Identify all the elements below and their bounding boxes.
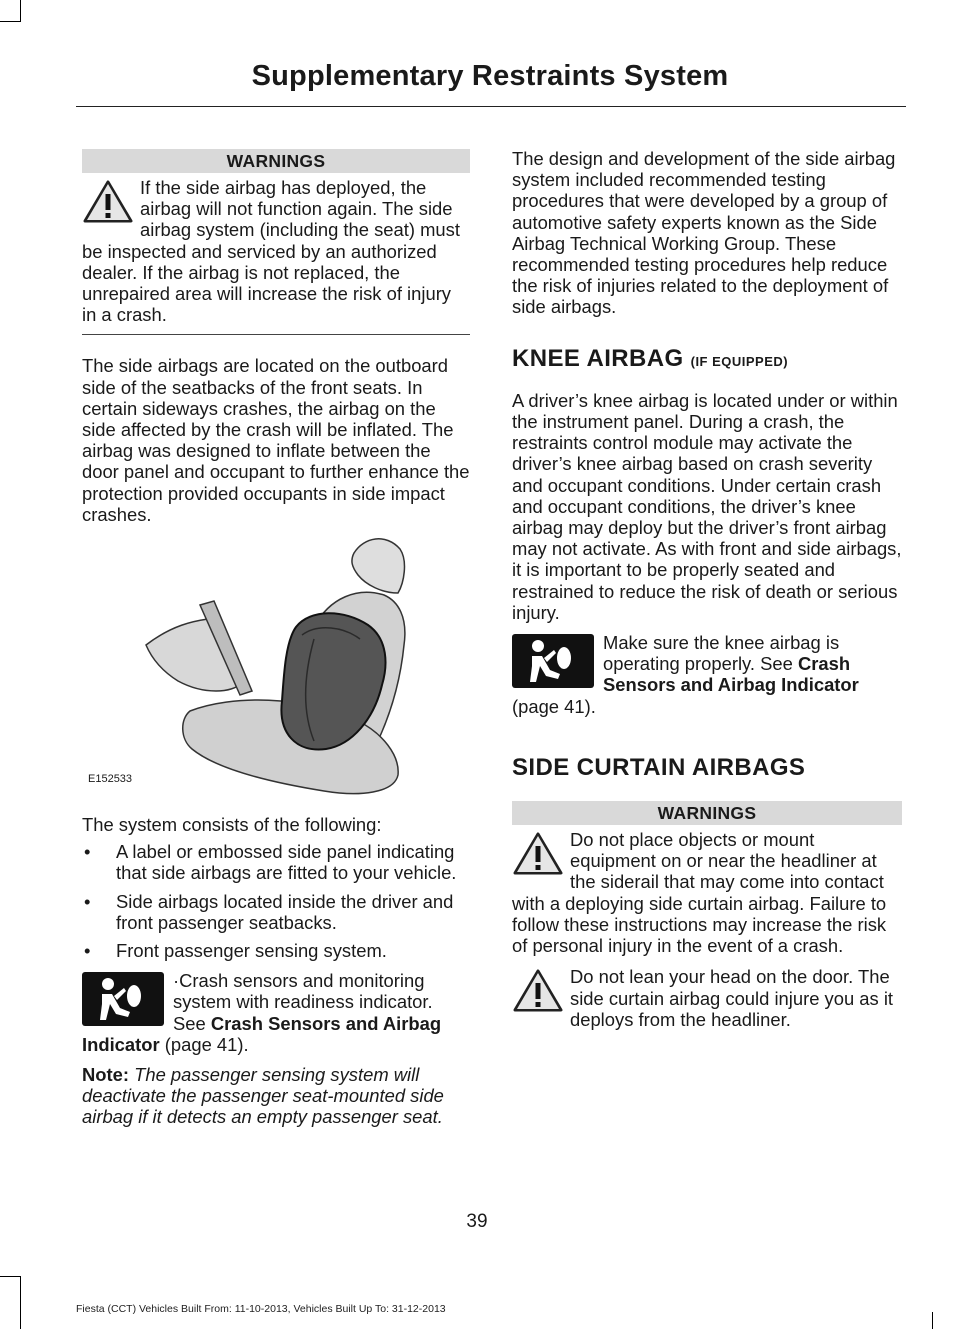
- components-list: [82, 841, 470, 961]
- warning-block: [512, 829, 902, 956]
- crop-mark: [932, 1312, 933, 1329]
- page-number: 39: [466, 1211, 488, 1232]
- warning-divider: [82, 334, 470, 335]
- crop-mark: [20, 0, 21, 22]
- list-item: • Front passenger sensing system.: [84, 940, 387, 962]
- knee-airbag-paragraph: A driver’s knee airbag is located under or within the instrument panel. During a crash, the restraints control module may activate the driver’s knee airbag based on crash severity and occupant conditions. Under certain crash and occupant conditions, the driver’s knee airbag may deploy but the driver’s front airbag may not activate. As with front and side airbags, it is important to be properly seated and restrained to reduce the risk of death or serious injury.: [512, 389, 902, 623]
- header-divider: [76, 106, 906, 107]
- footer-text: Fiesta (CCT) Vehicles Built From: 11-10-2013, Vehicles Built Up To: 31-12-2013: [76, 1303, 446, 1315]
- left-column: [82, 149, 470, 1128]
- bullet-marker: •: [84, 890, 91, 912]
- warning-triangle-icon: [512, 831, 564, 877]
- bullet-marker: •: [84, 841, 91, 863]
- note-paragraph: Note: The passenger sensing system will deactivate the passenger seat-mounted side airbag if it detects an empty passenger seat.: [82, 1064, 444, 1128]
- side-airbag-paragraph: The side airbags are located on the outboard side of the seatbacks of the front seats. In certain sideways crashes, the airbag on the side affected by the crash will be inflated. The airbag was designed to inflate between the door panel and occupant to further enhance the protection provided occupants in side impact crashes.: [82, 355, 470, 525]
- airbag-indicator-icon: [82, 972, 164, 1026]
- crash-sensor-text: ·Crash sensors and monitoring system with readiness indicator. See Crash Sensors and Airbag Indicator (page 41).: [82, 970, 442, 1055]
- airbag-indicator-icon: [512, 634, 594, 688]
- crash-sensor-link[interactable]: Crash Sensors and Airbag Indicator: [82, 1012, 442, 1055]
- warning-triangle-icon: [512, 968, 564, 1014]
- crop-mark: [0, 1276, 21, 1277]
- crop-mark: [20, 1276, 21, 1329]
- right-column: [512, 148, 902, 1030]
- list-intro: The system consists of the following:: [82, 814, 382, 836]
- page-title: Supplementary Restraints System: [251, 60, 729, 92]
- warning-text: Do not lean your head on the door. The side curtain airbag could injure you as it deploys from the headliner.: [570, 966, 894, 1030]
- knee-indicator-block: [512, 632, 902, 717]
- seat-airbag-illustration: [82, 535, 470, 807]
- knee-airbag-heading: KNEE AIRBAG (IF EQUIPPED): [512, 344, 789, 372]
- list-item: • A label or embossed side panel indicating that side airbags are fitted to your vehicle.: [84, 841, 457, 884]
- warnings-header: WARNINGS: [512, 801, 902, 825]
- warning-triangle-icon: [82, 179, 134, 225]
- warnings-header: WARNINGS: [82, 149, 470, 173]
- crop-mark: [0, 21, 21, 22]
- knee-indicator-text: Make sure the knee airbag is operating properly. See Crash Sensors and Airbag Indicator (page 41).: [512, 632, 859, 717]
- design-paragraph: The design and development of the side airbag system included recommended testing procedures that were developed by a group of automotive safety experts known as the Side Airbag Technical Working Group. These recommended testing procedures help reduce the risk of injuries related to the deployment of side airbags.: [512, 148, 896, 318]
- crash-sensor-block: [82, 970, 470, 1055]
- seat-figure: [82, 535, 470, 807]
- warning-block: [512, 966, 902, 1030]
- crash-sensor-link[interactable]: Crash Sensors and Airbag Indicator: [603, 653, 859, 696]
- warning-text: If the side airbag has deployed, the airbag will not function again. The side airbag system (including the seat) must be inspected and serviced by an authorized dealer. If the airbag is not replaced, the unrepaired area will increase the risk of injury in a crash.: [82, 177, 460, 326]
- warning-text: Do not place objects or mount equipment on or near the headliner at the siderail that may come into contact with a deploying side curtain airbag. Failure to follow these instructions may increase the risk of personal injury in the event of a crash.: [512, 829, 887, 957]
- bullet-marker: •: [84, 940, 91, 962]
- figure-code: E152533: [88, 773, 133, 786]
- side-curtain-heading: SIDE CURTAIN AIRBAGS: [512, 753, 806, 781]
- list-item: • Side airbags located inside the driver and front passenger seatbacks.: [84, 890, 454, 933]
- warning-block: [82, 177, 470, 325]
